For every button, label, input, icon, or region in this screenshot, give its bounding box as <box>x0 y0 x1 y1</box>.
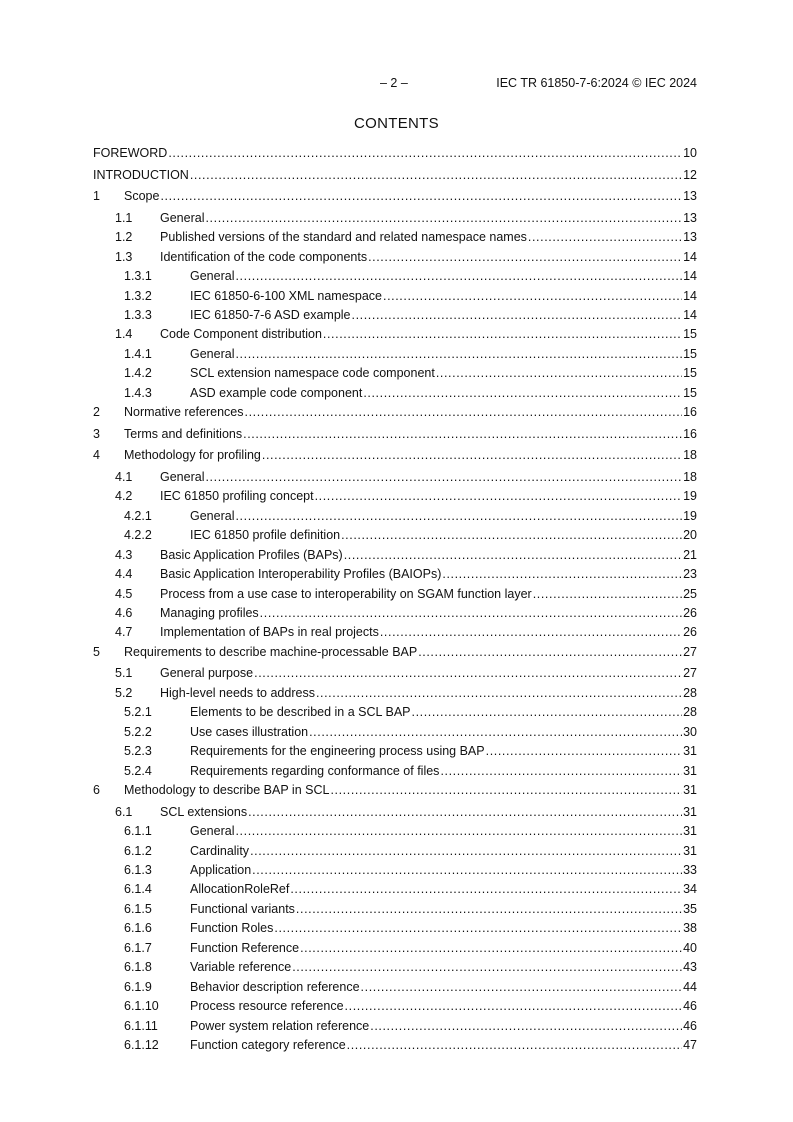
toc-leader-dots <box>248 804 682 821</box>
toc-entry[interactable] <box>93 145 697 167</box>
toc-entry[interactable] <box>93 167 697 189</box>
toc-entry-number: 6.1.3 <box>124 863 152 877</box>
toc-leader-dots <box>368 249 682 266</box>
toc-entry-page: 46 <box>683 999 697 1014</box>
toc-entry-title: Scope <box>124 189 160 204</box>
toc-entry-page: 10 <box>683 146 697 160</box>
toc-leader-dots <box>300 940 682 957</box>
toc-entry-page: 34 <box>683 882 697 897</box>
toc-entry-page: 13 <box>683 189 697 204</box>
toc-entry-number: 6.1.1 <box>124 824 152 839</box>
toc-entry-title: General <box>160 210 205 225</box>
toc-entry-number: 6.1.4 <box>124 882 152 897</box>
contents-heading: CONTENTS <box>354 115 439 132</box>
toc-leader-dots <box>296 901 682 918</box>
toc-entry[interactable] <box>93 724 697 743</box>
toc-leader-dots <box>243 426 682 443</box>
toc-leader-dots <box>250 843 682 860</box>
toc-entry-page: 16 <box>683 426 697 441</box>
page-number: – 2 – <box>380 76 408 90</box>
toc-entry-title: IEC 61850 profile definition <box>190 528 341 543</box>
toc-entry-title: General <box>190 824 235 839</box>
toc-entry-page: 31 <box>683 843 697 858</box>
toc-entry-number: 1.4 <box>115 327 133 342</box>
toc-entry[interactable] <box>93 959 697 978</box>
toc-entry-title: Power system relation reference <box>190 1018 370 1033</box>
toc-entry-number: 4.5 <box>115 586 133 601</box>
toc-entry[interactable] <box>93 782 697 804</box>
toc-entry[interactable] <box>93 249 697 268</box>
toc-entry-page: 14 <box>683 249 697 264</box>
toc-entry-title: IEC 61850 profiling concept <box>160 489 314 504</box>
toc-entry[interactable] <box>93 508 697 527</box>
toc-entry-page: 18 <box>683 469 697 484</box>
toc-entry-number: 1.2 <box>115 230 133 245</box>
toc-entry[interactable] <box>93 862 697 881</box>
toc-entry-number: 4.7 <box>115 625 133 640</box>
toc-entry[interactable] <box>93 488 697 507</box>
toc-leader-dots <box>168 145 682 162</box>
toc-entry[interactable] <box>93 586 697 605</box>
toc-leader-dots <box>260 605 682 622</box>
toc-entry-number: 6.1.5 <box>124 901 152 916</box>
toc-entry-number: 4.2.1 <box>124 508 152 523</box>
toc-entry-number: 6.1 <box>115 804 133 819</box>
toc-entry-title: IEC 61850-6-100 XML namespace <box>190 288 383 303</box>
toc-entry[interactable] <box>93 763 697 782</box>
toc-entry-title: FOREWORD <box>93 146 168 160</box>
toc-entry[interactable] <box>93 566 697 585</box>
toc-entry-number: 4.1 <box>115 469 133 484</box>
toc-entry[interactable] <box>93 527 697 546</box>
toc-entry-page: 25 <box>683 586 697 601</box>
toc-entry-number: 1.4.2 <box>124 366 152 381</box>
toc-entry-page: 40 <box>683 940 697 955</box>
toc-entry-page: 31 <box>683 783 697 798</box>
toc-leader-dots <box>292 959 682 976</box>
toc-leader-dots <box>254 665 682 682</box>
toc-entry-page: 26 <box>683 606 697 620</box>
toc-entry-title: AllocationRoleRef <box>190 882 290 897</box>
toc-entry-number: 4.2.2 <box>124 528 152 543</box>
toc-entry-title: Requirements to describe machine-processable BAP <box>124 644 418 659</box>
toc-entry[interactable] <box>93 1018 697 1037</box>
toc-leader-dots <box>345 998 683 1015</box>
toc-entry-title: Code Component distribution <box>160 327 322 342</box>
toc-entry-page: 27 <box>683 666 697 681</box>
toc-entry-title: Process from a use case to interoperability on SGAM function layer <box>160 586 532 601</box>
toc-entry-page: 14 <box>683 269 697 284</box>
toc-entry-page: 31 <box>683 804 697 819</box>
toc-entry-number: 6.1.6 <box>124 921 152 936</box>
toc-leader-dots <box>160 188 682 205</box>
toc-entry[interactable] <box>93 940 697 959</box>
toc-entry-title: Application <box>190 863 252 877</box>
toc-entry-page: 27 <box>683 644 697 659</box>
toc-leader-dots <box>341 527 682 544</box>
toc-entry-page: 33 <box>683 863 697 877</box>
toc-entry-title: General <box>190 269 235 284</box>
toc-entry[interactable] <box>93 920 697 939</box>
toc-entry[interactable] <box>93 901 697 920</box>
toc-entry[interactable] <box>93 210 697 229</box>
toc-entry-page: 30 <box>683 724 697 739</box>
toc-leader-dots <box>380 624 682 641</box>
toc-leader-dots <box>344 547 682 564</box>
toc-leader-dots <box>316 685 682 702</box>
toc-entry-number: 1.1 <box>115 210 133 225</box>
toc-leader-dots <box>330 782 682 799</box>
toc-entry[interactable] <box>93 288 697 307</box>
toc-entry-page: 14 <box>683 307 697 322</box>
toc-leader-dots <box>361 979 683 996</box>
toc-leader-dots <box>274 920 682 937</box>
toc-entry-title: SCL extensions <box>160 804 248 819</box>
toc-entry-number: 1.4.1 <box>124 346 152 361</box>
toc-entry[interactable] <box>93 743 697 762</box>
toc-leader-dots <box>370 1018 682 1035</box>
toc-entry-title: Basic Application Profiles (BAPs) <box>160 547 343 562</box>
toc-entry-number: 3 <box>93 426 100 441</box>
toc-entry[interactable] <box>93 326 697 345</box>
toc-entry[interactable] <box>93 823 697 842</box>
toc-entry-number: 5 <box>93 644 100 659</box>
toc-leader-dots <box>418 644 682 661</box>
toc-entry-title: Variable reference <box>190 960 292 975</box>
toc-entry-title: Functional variants <box>190 901 295 916</box>
toc-entry[interactable] <box>93 605 697 624</box>
toc-entry-number: 5.2.1 <box>124 705 152 720</box>
toc-entry-number: 6.1.10 <box>124 999 159 1014</box>
toc-entry-title: Terms and definitions <box>124 426 243 441</box>
toc-entry[interactable] <box>93 447 697 469</box>
toc-entry[interactable] <box>93 843 697 862</box>
toc-entry-title: Function Reference <box>190 940 300 955</box>
toc-entry[interactable] <box>93 365 697 384</box>
toc-entry-title: INTRODUCTION <box>93 167 189 182</box>
toc-entry-number: 1.4.3 <box>124 385 152 400</box>
toc-entry-number: 5.2.2 <box>124 724 152 739</box>
toc-leader-dots <box>309 724 682 741</box>
toc-leader-dots <box>486 743 682 760</box>
toc-entry[interactable] <box>93 229 697 248</box>
toc-leader-dots <box>190 167 682 184</box>
toc-entry-number: 5.1 <box>115 666 133 681</box>
toc-leader-dots <box>252 862 682 879</box>
toc-entry[interactable] <box>93 1037 697 1056</box>
toc-entry[interactable] <box>93 469 697 488</box>
toc-entry-page: 13 <box>683 230 697 245</box>
toc-entry-number: 5.2 <box>115 685 133 700</box>
toc-entry[interactable] <box>93 998 697 1017</box>
toc-entry-number: 6.1.9 <box>124 979 152 994</box>
toc-entry-title: General <box>160 469 205 484</box>
toc-entry-title: Published versions of the standard and related namespace names <box>160 230 527 245</box>
toc-entry-title: General purpose <box>160 666 254 681</box>
toc-entry-number: 4.2 <box>115 489 133 504</box>
toc-leader-dots <box>323 326 682 343</box>
toc-entry-number: 5.2.4 <box>124 763 152 778</box>
toc-entry-number: 1.3.1 <box>124 269 152 284</box>
toc-entry-number: 4.4 <box>115 567 133 582</box>
toc-entry-number: 6 <box>93 783 100 798</box>
toc-entry-page: 15 <box>683 346 697 361</box>
toc-entry-number: 6.1.11 <box>124 1018 158 1033</box>
toc-entry-title: Function Roles <box>190 921 274 936</box>
toc-entry-number: 2 <box>93 405 100 420</box>
toc-entry-title: Requirements for the engineering process using BAP <box>190 744 485 759</box>
toc-entry-title: Implementation of BAPs in real projects <box>160 625 379 640</box>
toc-entry-title: Function category reference <box>190 1037 346 1052</box>
toc-entry-page: 21 <box>683 547 697 562</box>
toc-entry-page: 44 <box>683 979 697 994</box>
toc-entry-page: 14 <box>683 288 697 303</box>
toc-leader-dots <box>205 469 682 486</box>
toc-entry-title: Elements to be described in a SCL BAP <box>190 705 411 720</box>
toc-entry-title: Cardinality <box>190 843 250 858</box>
toc-entry-page: 46 <box>683 1018 697 1033</box>
toc-entry[interactable] <box>93 881 697 900</box>
toc-entry-number: 4 <box>93 448 100 463</box>
toc-entry[interactable] <box>93 624 697 643</box>
toc-leader-dots <box>442 566 682 583</box>
toc-entry-number: 1.3.3 <box>124 307 152 322</box>
toc-entry-title: High-level needs to address <box>160 685 315 700</box>
toc-leader-dots <box>363 385 682 402</box>
toc-leader-dots <box>205 210 682 227</box>
toc-entry[interactable] <box>93 426 697 448</box>
toc-entry[interactable] <box>93 188 697 210</box>
toc-entry-number: 4.6 <box>115 606 133 620</box>
toc-entry-page: 31 <box>683 744 697 759</box>
toc-entry[interactable] <box>93 547 697 566</box>
toc-entry-page: 26 <box>683 625 697 640</box>
toc-entry-number: 1.3 <box>115 249 133 264</box>
toc-entry-page: 47 <box>683 1037 697 1052</box>
table-of-contents <box>93 145 697 1056</box>
toc-entry-number: 6.1.8 <box>124 960 152 975</box>
toc-leader-dots <box>245 404 683 421</box>
toc-entry-page: 19 <box>683 508 697 523</box>
toc-leader-dots <box>235 268 682 285</box>
toc-entry[interactable] <box>93 704 697 723</box>
toc-entry-number: 1.3.2 <box>124 288 152 303</box>
toc-leader-dots <box>440 763 682 780</box>
toc-entry-page: 35 <box>683 901 697 916</box>
toc-entry-page: 19 <box>683 489 697 504</box>
toc-entry-number: 1 <box>93 189 100 204</box>
toc-leader-dots <box>235 346 682 363</box>
toc-entry-page: 38 <box>683 921 697 936</box>
toc-entry-number: 6.1.7 <box>124 940 152 955</box>
toc-leader-dots <box>436 365 682 382</box>
toc-entry-title: Behavior description reference <box>190 979 360 994</box>
toc-entry-page: 16 <box>683 405 697 420</box>
toc-entry-page: 31 <box>683 763 697 778</box>
toc-entry-page: 31 <box>683 824 697 839</box>
toc-entry-page: 28 <box>683 705 697 720</box>
toc-entry-page: 12 <box>683 167 697 182</box>
toc-leader-dots <box>315 488 683 505</box>
toc-entry-title: General <box>190 508 235 523</box>
toc-entry-number: 5.2.3 <box>124 744 152 759</box>
toc-entry[interactable] <box>93 685 697 704</box>
toc-leader-dots <box>383 288 682 305</box>
toc-entry-title: Normative references <box>124 405 244 420</box>
toc-entry-title: Use cases illustration <box>190 724 309 739</box>
toc-entry-title: Identification of the code components <box>160 249 368 264</box>
toc-entry-title: Requirements regarding conformance of files <box>190 763 440 778</box>
toc-entry-page: 20 <box>683 528 697 543</box>
toc-entry-page: 43 <box>683 960 697 975</box>
toc-leader-dots <box>528 229 682 246</box>
toc-leader-dots <box>533 586 682 603</box>
toc-entry[interactable] <box>93 665 697 684</box>
toc-entry-title: Methodology for profiling <box>124 448 261 463</box>
toc-entry-title: SCL extension namespace code component <box>190 366 435 381</box>
toc-entry-number: 6.1.12 <box>124 1037 159 1052</box>
toc-leader-dots <box>412 704 683 721</box>
toc-leader-dots <box>352 307 683 324</box>
toc-entry-page: 13 <box>683 210 697 225</box>
toc-entry[interactable] <box>93 268 697 287</box>
toc-entry-title: Process resource reference <box>190 999 344 1014</box>
toc-entry[interactable] <box>93 979 697 998</box>
toc-entry-number: 6.1.2 <box>124 843 152 858</box>
toc-entry-page: 15 <box>683 385 697 400</box>
document-title: IEC TR 61850-7-6:2024 © IEC 2024 <box>496 76 697 90</box>
toc-entry[interactable] <box>93 804 697 823</box>
toc-entry-page: 28 <box>683 685 697 700</box>
toc-entry-number: 4.3 <box>115 547 133 562</box>
toc-entry[interactable] <box>93 346 697 365</box>
toc-entry[interactable] <box>93 385 697 404</box>
toc-leader-dots <box>347 1037 682 1054</box>
toc-leader-dots <box>235 508 682 525</box>
toc-entry-title: ASD example code component <box>190 385 363 400</box>
toc-entry[interactable] <box>93 404 697 426</box>
toc-entry-title: Methodology to describe BAP in SCL <box>124 783 330 798</box>
toc-leader-dots <box>262 447 682 464</box>
toc-entry-page: 15 <box>683 366 697 381</box>
toc-entry-title: Managing profiles <box>160 606 259 620</box>
toc-entry-page: 18 <box>683 448 697 463</box>
toc-entry-title: Basic Application Interoperability Profiles (BAIOPs) <box>160 567 442 582</box>
toc-leader-dots <box>290 881 682 898</box>
toc-entry-title: General <box>190 346 235 361</box>
toc-entry-page: 23 <box>683 567 697 582</box>
toc-entry-title: IEC 61850-7-6 ASD example <box>190 307 351 322</box>
toc-entry-page: 15 <box>683 327 697 342</box>
toc-leader-dots <box>235 823 682 840</box>
toc-entry[interactable] <box>93 644 697 666</box>
toc-entry[interactable] <box>93 307 697 326</box>
